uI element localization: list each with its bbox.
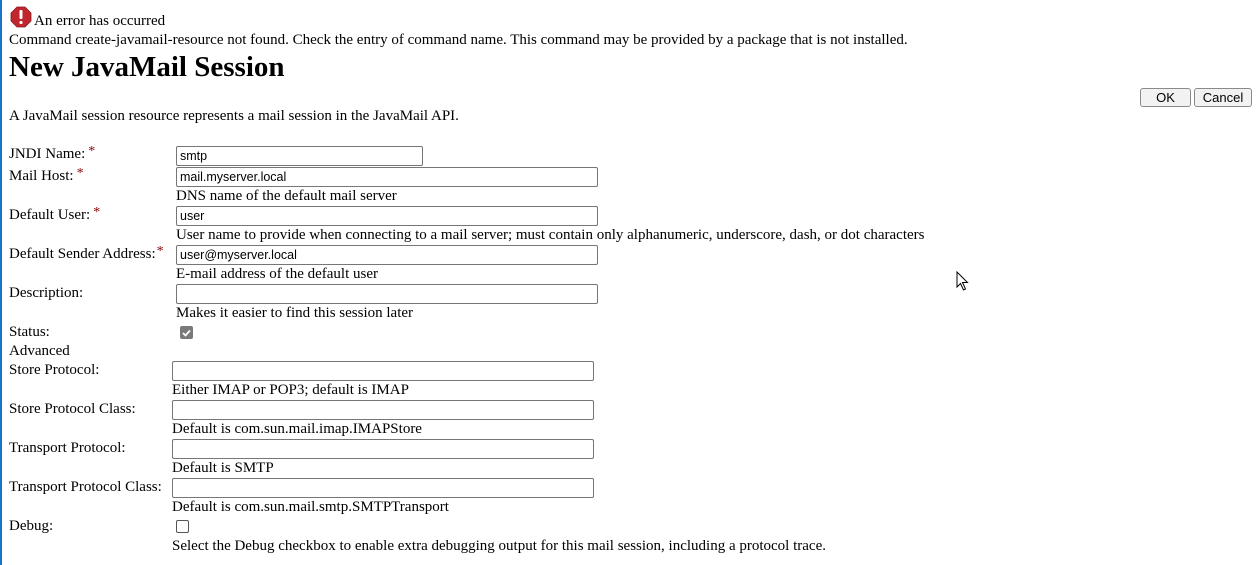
store-protocol-class-input[interactable] (172, 400, 594, 420)
default-sender-label: Default Sender Address:* (9, 244, 164, 262)
transport-protocol-class-help: Default is com.sun.mail.smtp.SMTPTransport (172, 499, 449, 515)
store-protocol-class-label: Store Protocol Class: (9, 401, 136, 417)
required-marker: * (76, 166, 84, 181)
transport-protocol-help: Default is SMTP (172, 460, 274, 476)
page-title: New JavaMail Session (9, 51, 285, 83)
mail-host-input[interactable] (176, 167, 598, 187)
status-checkbox[interactable] (180, 326, 193, 339)
error-icon (10, 6, 32, 28)
required-marker: * (93, 205, 101, 220)
window-left-border (0, 0, 2, 565)
checkmark-icon (182, 329, 191, 337)
required-marker: * (88, 144, 96, 159)
transport-protocol-label: Transport Protocol: (9, 440, 126, 456)
default-sender-input[interactable] (176, 245, 598, 265)
description-help: Makes it easier to find this session later (176, 305, 414, 321)
advanced-heading: Advanced (9, 343, 70, 359)
store-protocol-class-help: Default is com.sun.mail.imap.IMAPStore (172, 421, 422, 437)
ok-button[interactable]: OK (1140, 88, 1191, 107)
mail-host-help: DNS name of the default mail server (176, 188, 397, 204)
default-user-label: Default User: * (9, 205, 101, 223)
cancel-button[interactable]: Cancel (1194, 88, 1252, 107)
debug-label: Debug: (9, 518, 54, 534)
required-marker: * (156, 244, 164, 259)
transport-protocol-class-label: Transport Protocol Class: (9, 479, 162, 495)
description-input[interactable] (176, 284, 598, 304)
store-protocol-input[interactable] (172, 361, 594, 381)
transport-protocol-class-input[interactable] (172, 478, 594, 498)
description-label: Description: (9, 285, 84, 301)
transport-protocol-input[interactable] (172, 439, 594, 459)
alert-message: Command create-javamail-resource not found. Check the entry of command name. This command may be provided by a package that is not installed. (9, 32, 908, 48)
default-user-help: User name to provide when connecting to a mail server; must contain only alphanumeric, underscore, dash, or dot characters (176, 227, 925, 243)
default-user-input[interactable] (176, 206, 598, 226)
debug-help: Select the Debug checkbox to enable extra debugging output for this mail session, including a protocol trace. (172, 538, 826, 554)
default-sender-help: E-mail address of the default user (176, 266, 379, 282)
status-label: Status: (9, 324, 50, 340)
debug-checkbox[interactable] (176, 520, 189, 533)
alert-title: An error has occurred (34, 13, 166, 29)
mail-host-label: Mail Host: * (9, 166, 84, 184)
page-description: A JavaMail session resource represents a mail session in the JavaMail API. (9, 108, 459, 124)
store-protocol-help: Either IMAP or POP3; default is IMAP (172, 382, 409, 398)
store-protocol-label: Store Protocol: (9, 362, 100, 378)
mouse-cursor-icon (956, 271, 970, 292)
jndi-name-label: JNDI Name: * (9, 144, 96, 162)
jndi-name-input[interactable] (176, 146, 423, 166)
